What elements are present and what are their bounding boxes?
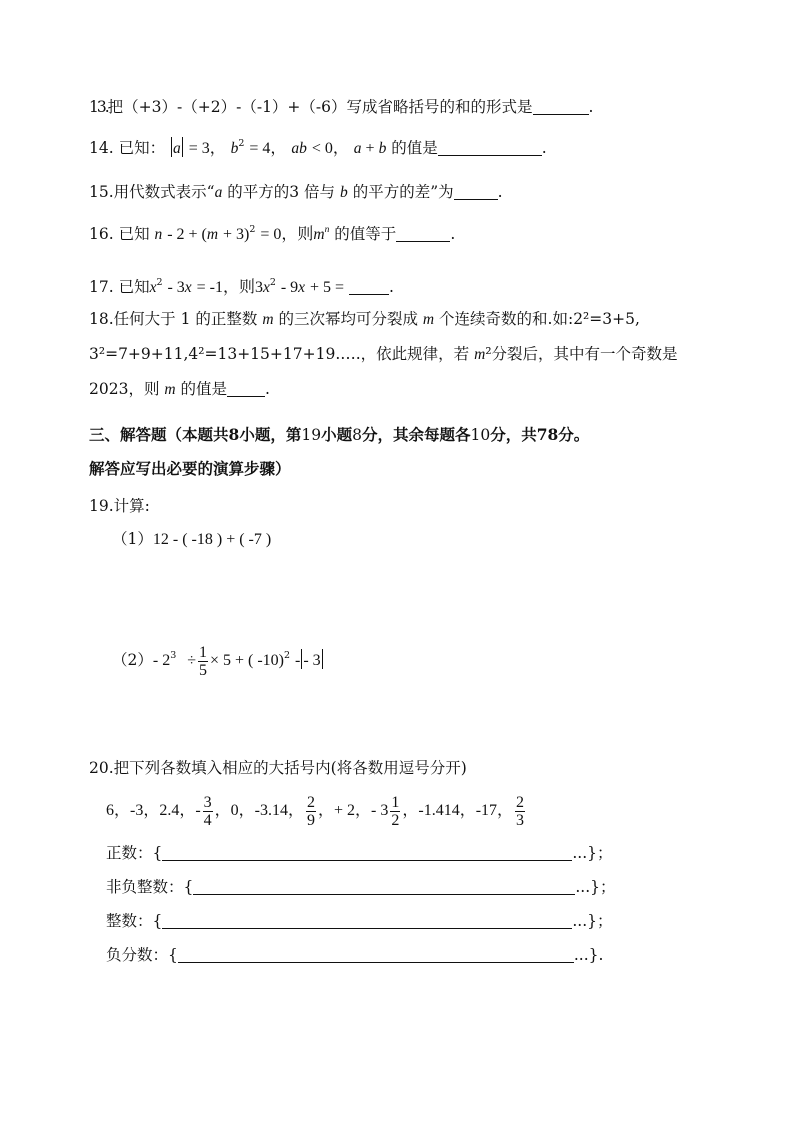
- question-15: [89, 181, 503, 204]
- q19-p1-expression: 12 - ( -18 ) + ( -7 ): [152, 531, 272, 548]
- question-19-part-2: [112, 636, 324, 681]
- frac-den: 9: [307, 811, 316, 829]
- sec3-n8: 8: [228, 425, 240, 444]
- q14-text: 的值是: [391, 139, 438, 157]
- q14-number: 14. 已知：: [89, 139, 166, 157]
- question-18-line-2: [89, 343, 678, 366]
- var-x: x: [262, 279, 270, 296]
- q19-title: 19.计算:: [89, 497, 150, 515]
- var-m: m: [474, 346, 486, 363]
- q19-p2-div: ÷: [187, 652, 196, 669]
- sec3-n19: 19: [301, 426, 322, 444]
- q17-end: .: [388, 278, 394, 296]
- row-end: ...}.: [573, 946, 604, 964]
- frac-den: 4: [203, 811, 212, 829]
- q16-suffix: 的值等于: [334, 225, 397, 243]
- q17-eq: - 3: [167, 279, 185, 296]
- q15-end: .: [497, 183, 503, 201]
- frac-num: 1: [198, 643, 207, 661]
- q17-eq3: - 9: [280, 279, 299, 296]
- q17-eq2: = -1，则3: [196, 279, 263, 296]
- q13-answer-blank[interactable]: [533, 98, 589, 115]
- q13-text: 写成省略括号的和的形式是: [346, 98, 533, 116]
- q20-frac-2: [306, 794, 316, 829]
- exp-2: 2: [156, 277, 163, 288]
- sec3-line2: 解答应写出必要的演算步骤）: [89, 459, 291, 478]
- var-x: x: [149, 279, 157, 296]
- var-b: b: [230, 140, 239, 157]
- row-label: 负分数：{: [106, 946, 178, 964]
- q13-number: 13.: [89, 98, 108, 116]
- question-19-part-1: [112, 528, 271, 551]
- q20-frac-1: [203, 794, 213, 829]
- q14-ab-ineq: < 0，: [311, 140, 349, 157]
- var-m: m: [422, 311, 435, 328]
- var-ab: ab: [291, 140, 307, 157]
- q20-blank-positive[interactable]: [162, 844, 572, 861]
- q20-blank-nonnegative-integer[interactable]: [193, 878, 575, 895]
- row-end: ...}；: [572, 912, 613, 930]
- q19-p2-fraction: [198, 644, 208, 679]
- question-18-line-3: [89, 378, 270, 401]
- exp-2: 2: [249, 224, 256, 235]
- var-n: n: [154, 226, 163, 243]
- q20-numbers-4: ，-1.414，-17，: [402, 802, 514, 819]
- sec3-c: 小题: [321, 425, 353, 444]
- abs-bar-left: [171, 137, 172, 157]
- frac-num: 2: [516, 793, 525, 811]
- sec3-n10: 10: [470, 426, 491, 444]
- q16-eq: - 2 + (: [167, 226, 207, 243]
- section-3-subtitle: [89, 458, 291, 480]
- row-end: ...}；: [575, 878, 616, 896]
- frac-den: 2: [391, 811, 400, 829]
- var-b: b: [340, 184, 348, 201]
- q20-blank-integer[interactable]: [162, 912, 572, 929]
- q18-text-b: 的三次幂均可分裂成: [278, 310, 418, 328]
- q16-eq2: + 3): [223, 226, 250, 243]
- q15-mid: 的平方的3 倍与: [227, 183, 336, 201]
- section-3-title: [89, 424, 589, 446]
- var-m: m: [262, 311, 274, 328]
- q20-row-integer: [106, 910, 613, 932]
- frac-den: 5: [198, 661, 207, 679]
- sec3-f: 分。: [558, 425, 590, 444]
- q19-p2-label: （2）: [112, 651, 153, 669]
- q19-p1-label: （1）: [112, 530, 153, 548]
- question-18-line-1: [89, 308, 640, 331]
- q17-eq4: + 5 =: [310, 279, 345, 296]
- q15-prefix: 15.用代数式表示“: [89, 183, 215, 201]
- q20-numbers-2: ，0，-3.14，: [214, 802, 305, 819]
- frac-den: 3: [516, 811, 525, 829]
- var-a: a: [173, 140, 181, 157]
- q19-p2-b: × 5 + ( -10): [209, 652, 284, 669]
- question-19-title: [89, 495, 150, 517]
- sec3-e: 分，共: [490, 425, 537, 444]
- q18-text-d: 3²=7+9+11,4²=13+15+17+19.….，依此规律，若: [89, 345, 470, 363]
- q13-expression: 把（+3）-（+2）-（-1）+（-6）: [107, 98, 347, 116]
- exp-2: 2: [238, 138, 245, 149]
- q18-answer-blank[interactable]: [227, 380, 265, 397]
- q14-bsq-eq: = 4，: [249, 140, 287, 157]
- var-m: m: [313, 226, 325, 243]
- q20-blank-negative-fraction[interactable]: [178, 946, 574, 963]
- q19-p2-c: -: [294, 652, 301, 669]
- exp-2: 2: [269, 277, 276, 288]
- q14-answer-blank[interactable]: [438, 139, 542, 156]
- q15-answer-blank[interactable]: [454, 183, 498, 200]
- q18-text-f: 2023，则: [89, 380, 160, 398]
- question-14: 14. 已知： a = 3， $b^2 = 4$， ab < 0， a + b 的值是 .: [89, 138, 547, 157]
- q15-suffix: 的平方的差”为: [352, 183, 454, 201]
- q20-row-nonnegative-integer: [106, 876, 616, 898]
- row-end: ...}；: [572, 844, 613, 862]
- frac-num: 3: [203, 793, 212, 811]
- sec3-a: 三、解答题（本题共: [89, 425, 229, 444]
- q14-end: .: [541, 139, 547, 157]
- q19-p2-exp: 3: [170, 650, 177, 661]
- question-20-title: [89, 757, 467, 779]
- q18-end: .: [265, 380, 270, 398]
- var-a-plus-b: a: [353, 140, 362, 157]
- q17-answer-blank[interactable]: [349, 278, 389, 295]
- q20-numbers-3: ，+ 2，- 3: [318, 802, 389, 819]
- q19-p2-exp2: 2: [284, 650, 291, 661]
- q18-text-e: ²分裂后，其中有一个奇数是: [485, 345, 678, 363]
- abs-bar-right: [322, 649, 323, 669]
- abs-bar-right: [182, 137, 183, 157]
- var-m: m: [206, 226, 219, 243]
- q18-text-a: 18.任何大于 1 的正整数: [89, 310, 258, 328]
- exp-n: n: [324, 225, 330, 235]
- q16-end: .: [450, 225, 456, 243]
- var-x: x: [298, 279, 306, 296]
- q19-p2-a: - 2: [152, 652, 171, 669]
- question-16: [89, 219, 455, 246]
- row-label: 正数：{: [106, 844, 163, 862]
- frac-num: 2: [307, 793, 316, 811]
- question-17: [89, 272, 394, 299]
- question-20-numbers: [106, 790, 527, 831]
- q20-frac-3: [390, 794, 400, 829]
- q17-prefix: 17. 已知: [89, 278, 150, 296]
- q18-text-c: 个连续奇数的和.如:2²=3+5,: [439, 310, 640, 328]
- q19-p2-d: - 3: [303, 652, 321, 669]
- q16-eq3: = 0，则: [260, 226, 314, 243]
- sec3-b: 小题，第: [239, 425, 302, 444]
- q14-abs-eq: = 3，: [188, 140, 226, 157]
- q16-prefix: 16. 已知: [89, 225, 150, 243]
- row-label: 非负整数：{: [106, 878, 194, 896]
- frac-num: 1: [391, 793, 400, 811]
- q13-end: .: [588, 98, 594, 116]
- sec3-n78: 78: [536, 425, 559, 444]
- var-x: x: [184, 279, 192, 296]
- question-13: [89, 96, 593, 118]
- sec3-n8b: 8: [352, 426, 362, 444]
- row-label: 整数：{: [106, 912, 163, 930]
- q20-frac-4: [515, 794, 525, 829]
- q16-answer-blank[interactable]: [396, 225, 450, 242]
- q20-numbers-1: 6，-3，2.4，-: [106, 802, 201, 819]
- var-m: m: [164, 381, 176, 398]
- q18-text-g: 的值是: [180, 380, 228, 398]
- q20-title: 20.把下列各数填入相应的大括号内(将各数用逗号分开): [89, 759, 467, 777]
- var-a: a: [214, 184, 223, 201]
- q20-row-positive: [106, 842, 613, 864]
- sec3-d: 分，其余每题各: [361, 425, 471, 444]
- q20-row-negative-fraction: [106, 944, 603, 966]
